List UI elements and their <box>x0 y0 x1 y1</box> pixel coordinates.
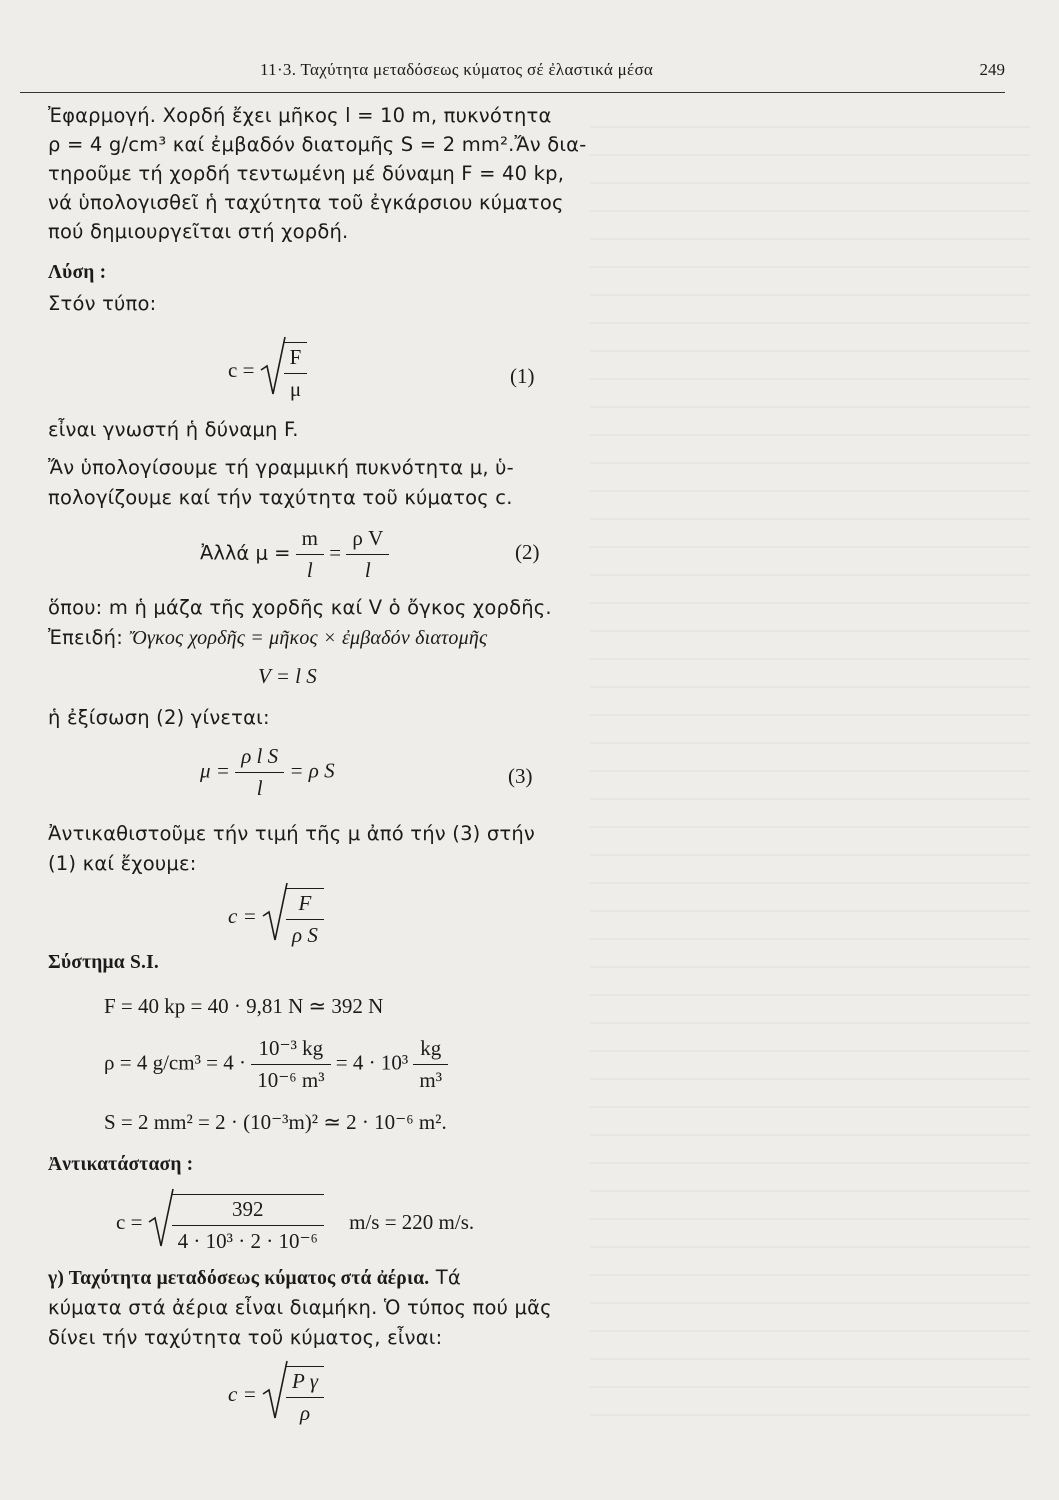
para3-line-2: (1) καί ἔχουμε: <box>48 852 197 875</box>
gases-line-3: δίνει τήν ταχύτητα τοῦ κύματος, εἶναι: <box>48 1326 443 1349</box>
substitution-rhs: m/s = 220 m/s. <box>349 1209 475 1234</box>
eq3-label: (3) <box>508 764 533 788</box>
substitution-lhs: c = <box>116 1209 143 1234</box>
substitution-denominator: 4 · 10³ · 2 · 10⁻⁶ <box>172 1225 324 1254</box>
radical-sign-icon <box>262 882 288 942</box>
si-force-line: F = 40 kp = 40 · 9,81 N ≃ 392 N <box>104 994 384 1018</box>
eq1-numerator: F <box>289 345 302 369</box>
para3-line-1: Ἀντικαθιστοῦμε τήν τιμή τῆς μ ἀπό τήν (3) στήν <box>48 822 536 845</box>
eq1-label: (1) <box>510 364 535 388</box>
since-text: Ὄγκος χορδῆς = μῆκος × ἐμβαδόν διατομῆς <box>129 627 488 649</box>
si-area-line: S = 2 mm² = 2 · (10⁻³m)² ≃ 2 · 10⁻⁶ m². <box>104 1110 447 1134</box>
si-density-unit-den: m³ <box>413 1064 448 1093</box>
gases-heading: γ) Ταχύτητα μεταδόσεως κύματος στά ἀέρια. <box>48 1268 430 1289</box>
equation-1 <box>228 342 307 402</box>
application-line-2: ρ = 4 g/cm³ καί ἐμβαδόν διατομῆς S = 2 mm².Ἄν δια- <box>48 133 587 156</box>
eq1-sqrt <box>260 342 308 402</box>
volume-equation: V = l S <box>258 664 317 688</box>
substitution-heading: Ἀντικατάσταση : <box>48 1154 194 1175</box>
eq2-equals: = <box>329 540 342 565</box>
radical-sign-icon <box>260 336 286 396</box>
si-density-unit-num: kg <box>420 1036 442 1060</box>
si-density-lhs: ρ = 4 g/cm³ = 4 · <box>104 1050 246 1075</box>
facing-page-bleed <box>590 100 1030 1430</box>
eq2-numerator-2: ρ V <box>352 526 384 550</box>
eq2-denominator-1: l <box>296 554 324 583</box>
running-title: 11·3. Ταχύτητα μεταδόσεως κύματος σέ ἐλαστικά μέσα <box>260 60 654 79</box>
eq2-prefix: Ἀλλά μ = <box>200 541 291 565</box>
after-eq2: ὅπου: m ἡ μάζα τῆς χορδῆς καί V ὁ ὄγκος χορδῆς. <box>48 596 552 619</box>
eq1-denominator: μ <box>284 373 308 402</box>
eq4-lhs: c = <box>228 903 257 928</box>
gas-eq-sqrt <box>262 1366 324 1426</box>
eq3-lhs: μ = <box>200 758 230 783</box>
si-density-line <box>104 1036 448 1093</box>
si-density-num: 10⁻³ kg <box>258 1036 324 1060</box>
application-line-5: πού δημιουργεῖται στή χορδή. <box>48 220 349 243</box>
gas-eq-lhs: c = <box>228 1381 257 1406</box>
application-line-1: Ἐφαρμογή. Χορδή ἔχει μῆκος l = 10 m, πυκνότητα <box>48 104 552 127</box>
si-density-mid: = 4 · 10³ <box>335 1050 409 1075</box>
gases-heading-tail: Τά <box>429 1266 461 1289</box>
solution-heading: Λύση : <box>48 262 107 283</box>
si-density-den: 10⁻⁶ m³ <box>251 1064 330 1093</box>
gases-line-2: κύματα στά ἀέρια εἶναι διαμήκη. Ὁ τύπος πού μᾶς <box>48 1296 552 1319</box>
si-heading: Σύστημα S.I. <box>48 952 159 973</box>
since-line <box>48 626 487 650</box>
application-line-3: τηροῦμε τή χορδή τεντωμένη μέ δύναμη F = 40 kp, <box>48 162 565 185</box>
eq4-numerator: F <box>298 891 312 915</box>
para2-line-2: πολογίζουμε καί τήν ταχύτητα τοῦ κύματος c. <box>48 486 513 509</box>
eq1-lhs: c = <box>228 357 255 382</box>
eq4-denominator: ρ S <box>286 919 324 948</box>
application-line-4: νά ὑπολογισθεῖ ἡ ταχύτητα τοῦ ἐγκάρσιου κύματος <box>48 191 564 214</box>
eq2-label: (2) <box>515 540 540 564</box>
solution-intro: Στόν τύπο: <box>48 292 157 315</box>
since-prefix: Ἐπειδή: <box>48 626 130 649</box>
page-header <box>20 56 1005 93</box>
eq-becomes: ἡ ἐξίσωση (2) γίνεται: <box>48 706 270 729</box>
equation-3 <box>200 744 335 801</box>
page-number: 249 <box>979 60 1005 79</box>
radical-sign-icon <box>262 1360 288 1420</box>
gas-eq-denominator: ρ <box>286 1397 324 1426</box>
substitution-numerator: 392 <box>232 1197 264 1221</box>
equation-2 <box>200 526 389 583</box>
para2-line-1: Ἄν ὑπολογίσουμε τή γραμμική πυκνότητα μ, ὑ- <box>48 456 514 479</box>
eq3-denominator: l <box>235 772 284 801</box>
gases-line-1 <box>48 1266 461 1290</box>
eq2-denominator-2: l <box>346 554 389 583</box>
eq3-rhs: = ρ S <box>289 758 335 783</box>
eq2-numerator-1: m <box>301 526 319 550</box>
eq4-sqrt <box>262 888 324 948</box>
radical-sign-icon <box>148 1188 174 1248</box>
substitution-equation <box>116 1194 474 1254</box>
after-eq1: εἶναι γνωστή ἡ δύναμη F. <box>48 418 299 441</box>
gas-eq-numerator: P γ <box>292 1369 318 1393</box>
substitution-sqrt <box>148 1194 324 1254</box>
eq3-numerator: ρ l S <box>241 744 279 768</box>
gas-equation <box>228 1366 324 1426</box>
equation-4 <box>228 888 324 948</box>
